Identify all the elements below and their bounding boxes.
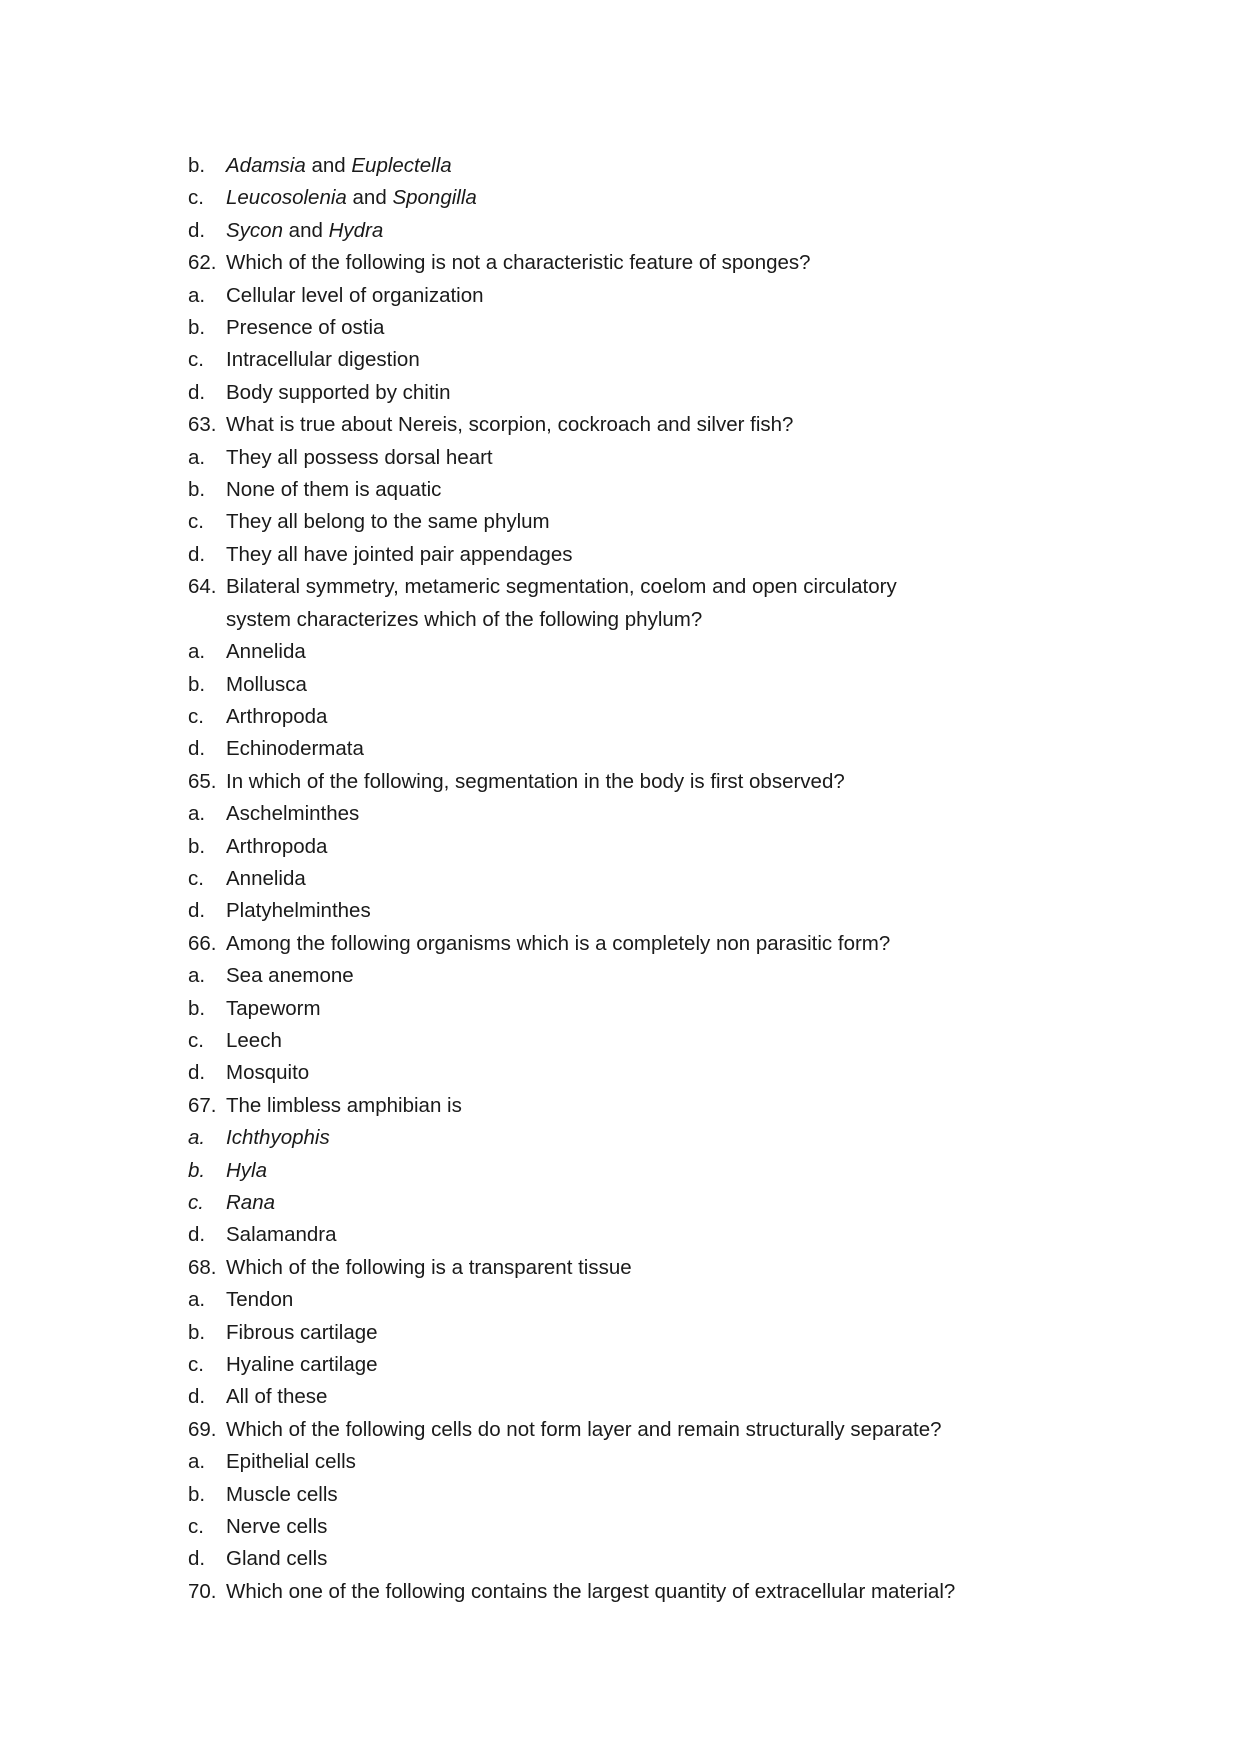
text-segment: Leech bbox=[226, 1028, 282, 1052]
option-letter: c. bbox=[188, 510, 204, 534]
text-segment: Mollusca bbox=[226, 672, 307, 696]
text-segment: Gland cells bbox=[226, 1547, 328, 1571]
option-text bbox=[226, 993, 1048, 1025]
question-line bbox=[188, 409, 1048, 441]
option-letter: d. bbox=[188, 218, 206, 242]
italic-term: Adamsia bbox=[226, 154, 306, 177]
question-number: 65. bbox=[188, 769, 217, 793]
question-number: 70. bbox=[188, 1579, 217, 1603]
option-line bbox=[188, 1219, 1048, 1251]
option-line bbox=[188, 1155, 1048, 1187]
option-letter: b. bbox=[188, 478, 206, 502]
option-line bbox=[188, 474, 1048, 506]
text-segment: and bbox=[346, 186, 393, 210]
text-segment: Intracellular digestion bbox=[226, 348, 420, 372]
option-line bbox=[188, 1025, 1048, 1057]
option-letter: c. bbox=[188, 1353, 204, 1377]
option-text bbox=[226, 539, 1048, 571]
option-text bbox=[226, 1317, 1048, 1349]
option-text bbox=[226, 1219, 1048, 1251]
option-letter: a. bbox=[188, 445, 206, 469]
option-line bbox=[188, 1479, 1048, 1511]
text-segment: Which one of the following contains the largest quantity of extracellular material? bbox=[226, 1579, 956, 1603]
option-line bbox=[188, 895, 1048, 927]
question-number: 64. bbox=[188, 575, 217, 599]
question-line bbox=[188, 928, 1048, 960]
text-segment: Body supported by chitin bbox=[226, 380, 451, 404]
text-segment: Cellular level of organization bbox=[226, 283, 484, 307]
text-segment: Annelida bbox=[226, 866, 306, 890]
option-text bbox=[226, 215, 1048, 247]
option-text bbox=[226, 733, 1048, 765]
text-segment: Fibrous cartilage bbox=[226, 1320, 378, 1344]
question-number: 63. bbox=[188, 413, 217, 437]
italic-term: Hyla bbox=[226, 1158, 268, 1182]
option-text bbox=[226, 701, 1048, 733]
option-line bbox=[188, 1543, 1048, 1575]
question-number: 69. bbox=[188, 1417, 217, 1441]
option-text bbox=[226, 895, 1048, 927]
text-segment: and bbox=[305, 154, 352, 177]
text-segment: and bbox=[282, 218, 329, 242]
text-segment: The limbless amphibian is bbox=[226, 1093, 462, 1117]
option-letter: d. bbox=[188, 542, 206, 566]
option-line bbox=[188, 377, 1048, 409]
text-segment: Arthropoda bbox=[226, 704, 328, 728]
option-line bbox=[188, 1057, 1048, 1089]
text-segment: Hyaline cartilage bbox=[226, 1353, 378, 1377]
option-line bbox=[188, 1284, 1048, 1316]
option-letter: b. bbox=[188, 996, 206, 1020]
question-text bbox=[226, 571, 926, 636]
question-text bbox=[226, 1414, 1048, 1446]
question-list bbox=[188, 150, 1048, 1608]
option-text bbox=[226, 1057, 1048, 1089]
option-letter: d. bbox=[188, 1061, 206, 1085]
option-line bbox=[188, 733, 1048, 765]
option-line bbox=[188, 1122, 1048, 1154]
option-text bbox=[226, 798, 1048, 830]
option-line bbox=[188, 539, 1048, 571]
italic-term: Leucosolenia bbox=[226, 186, 347, 210]
option-line bbox=[188, 798, 1048, 830]
text-segment: Echinodermata bbox=[226, 737, 364, 761]
italic-term: Sycon bbox=[226, 218, 283, 242]
question-line bbox=[188, 766, 1048, 798]
option-text bbox=[226, 669, 1048, 701]
option-text bbox=[226, 1511, 1048, 1543]
option-text bbox=[226, 150, 1048, 182]
text-segment: Tendon bbox=[226, 1288, 294, 1312]
option-text bbox=[226, 280, 1048, 312]
option-letter: d. bbox=[188, 737, 206, 761]
option-letter: b. bbox=[188, 316, 206, 340]
italic-term: Hydra bbox=[328, 218, 384, 242]
question-text bbox=[226, 1252, 1048, 1284]
question-text bbox=[226, 928, 1048, 960]
option-letter: d. bbox=[188, 380, 206, 404]
option-line bbox=[188, 1381, 1048, 1413]
option-letter: d. bbox=[188, 1547, 206, 1571]
option-letter: b. bbox=[188, 154, 206, 177]
option-line bbox=[188, 215, 1048, 247]
question-line bbox=[188, 247, 1048, 279]
option-text bbox=[226, 1187, 1048, 1219]
question-text bbox=[226, 1576, 1048, 1608]
option-line bbox=[188, 863, 1048, 895]
text-segment: Mosquito bbox=[226, 1061, 310, 1085]
option-line bbox=[188, 182, 1048, 214]
option-letter: a. bbox=[188, 802, 206, 826]
text-segment: They all have jointed pair appendages bbox=[226, 542, 573, 566]
question-line bbox=[188, 1252, 1048, 1284]
option-text bbox=[226, 1349, 1048, 1381]
text-segment: Tapeworm bbox=[226, 996, 321, 1020]
option-letter: b. bbox=[188, 834, 206, 858]
option-text bbox=[226, 1155, 1048, 1187]
option-text bbox=[226, 506, 1048, 538]
option-line bbox=[188, 312, 1048, 344]
option-text bbox=[226, 1381, 1048, 1413]
option-line bbox=[188, 150, 1048, 182]
text-segment: Salamandra bbox=[226, 1223, 337, 1247]
question-line bbox=[188, 571, 1048, 636]
question-number: 68. bbox=[188, 1255, 217, 1279]
text-segment: Nerve cells bbox=[226, 1515, 328, 1539]
option-text bbox=[226, 863, 1048, 895]
option-letter: a. bbox=[188, 640, 206, 664]
option-letter: c. bbox=[188, 1028, 204, 1052]
text-segment: What is true about Nereis, scorpion, cockroach and silver fish? bbox=[226, 413, 794, 437]
option-letter: c. bbox=[188, 186, 204, 210]
option-text bbox=[226, 1479, 1048, 1511]
italic-term: Ichthyophis bbox=[226, 1126, 330, 1150]
text-segment: Which of the following is not a characteristic feature of sponges? bbox=[226, 251, 811, 275]
option-letter: a. bbox=[188, 964, 206, 988]
text-segment: Platyhelminthes bbox=[226, 899, 371, 923]
text-segment: They all belong to the same phylum bbox=[226, 510, 550, 534]
question-number: 66. bbox=[188, 931, 217, 955]
option-text bbox=[226, 312, 1048, 344]
option-line bbox=[188, 280, 1048, 312]
text-segment: Which of the following cells do not form layer and remain structurally separate? bbox=[226, 1417, 942, 1441]
italic-term: Rana bbox=[226, 1191, 276, 1214]
text-segment: Muscle cells bbox=[226, 1482, 338, 1506]
option-line bbox=[188, 506, 1048, 538]
option-line bbox=[188, 636, 1048, 668]
text-segment: Presence of ostia bbox=[226, 316, 385, 340]
option-text bbox=[226, 960, 1048, 992]
option-line bbox=[188, 1349, 1048, 1381]
option-letter: b. bbox=[188, 1320, 206, 1344]
option-line bbox=[188, 442, 1048, 474]
option-text bbox=[226, 1025, 1048, 1057]
text-segment: In which of the following, segmentation in the body is first observed? bbox=[226, 769, 845, 793]
text-segment: They all possess dorsal heart bbox=[226, 445, 493, 469]
option-letter: d. bbox=[188, 1223, 206, 1247]
question-line bbox=[188, 1090, 1048, 1122]
option-letter: c. bbox=[188, 348, 204, 372]
text-segment: None of them is aquatic bbox=[226, 478, 442, 502]
option-text bbox=[226, 377, 1048, 409]
option-text bbox=[226, 636, 1048, 668]
option-letter: b. bbox=[188, 1158, 206, 1182]
option-letter: a. bbox=[188, 283, 206, 307]
text-segment: Which of the following is a transparent tissue bbox=[226, 1255, 632, 1279]
option-line bbox=[188, 831, 1048, 863]
question-text bbox=[226, 409, 1048, 441]
text-segment: All of these bbox=[226, 1385, 328, 1409]
text-segment: Aschelminthes bbox=[226, 802, 360, 826]
option-line bbox=[188, 1446, 1048, 1478]
option-line bbox=[188, 993, 1048, 1025]
option-line bbox=[188, 1317, 1048, 1349]
option-text bbox=[226, 344, 1048, 376]
option-line bbox=[188, 1511, 1048, 1543]
option-line bbox=[188, 344, 1048, 376]
option-line bbox=[188, 669, 1048, 701]
option-letter: c. bbox=[188, 866, 204, 890]
option-letter: c. bbox=[188, 704, 204, 728]
option-letter: a. bbox=[188, 1288, 206, 1312]
option-letter: c. bbox=[188, 1191, 204, 1214]
text-segment: Arthropoda bbox=[226, 834, 328, 858]
text-segment: Sea anemone bbox=[226, 964, 354, 988]
option-line bbox=[188, 1187, 1048, 1219]
text-segment: Among the following organisms which is a completely non parasitic form? bbox=[226, 931, 891, 955]
option-letter: d. bbox=[188, 1385, 206, 1409]
text-segment: Annelida bbox=[226, 640, 306, 664]
option-text bbox=[226, 1446, 1048, 1478]
option-letter: a. bbox=[188, 1450, 206, 1474]
question-number: 67. bbox=[188, 1093, 217, 1117]
option-text bbox=[226, 182, 1048, 214]
option-text bbox=[226, 474, 1048, 506]
question-text bbox=[226, 247, 1048, 279]
question-number: 62. bbox=[188, 251, 217, 275]
question-line bbox=[188, 1576, 1048, 1608]
option-text bbox=[226, 442, 1048, 474]
option-letter: a. bbox=[188, 1126, 206, 1150]
question-line bbox=[188, 1414, 1048, 1446]
option-letter: c. bbox=[188, 1515, 204, 1539]
text-segment: Epithelial cells bbox=[226, 1450, 356, 1474]
option-text bbox=[226, 1122, 1048, 1154]
option-letter: b. bbox=[188, 1482, 206, 1506]
option-line bbox=[188, 701, 1048, 733]
option-text bbox=[226, 831, 1048, 863]
option-letter: d. bbox=[188, 899, 206, 923]
text-segment: Bilateral symmetry, metameric segmentation, coelom and open circulatory system characterizes which of the following phylum? bbox=[226, 575, 897, 631]
option-text bbox=[226, 1284, 1048, 1316]
option-letter: b. bbox=[188, 672, 206, 696]
italic-term: Spongilla bbox=[392, 186, 477, 210]
option-text bbox=[226, 1543, 1048, 1575]
option-line bbox=[188, 960, 1048, 992]
question-text bbox=[226, 766, 1048, 798]
question-text bbox=[226, 1090, 1048, 1122]
italic-term: Euplectella bbox=[351, 154, 452, 177]
